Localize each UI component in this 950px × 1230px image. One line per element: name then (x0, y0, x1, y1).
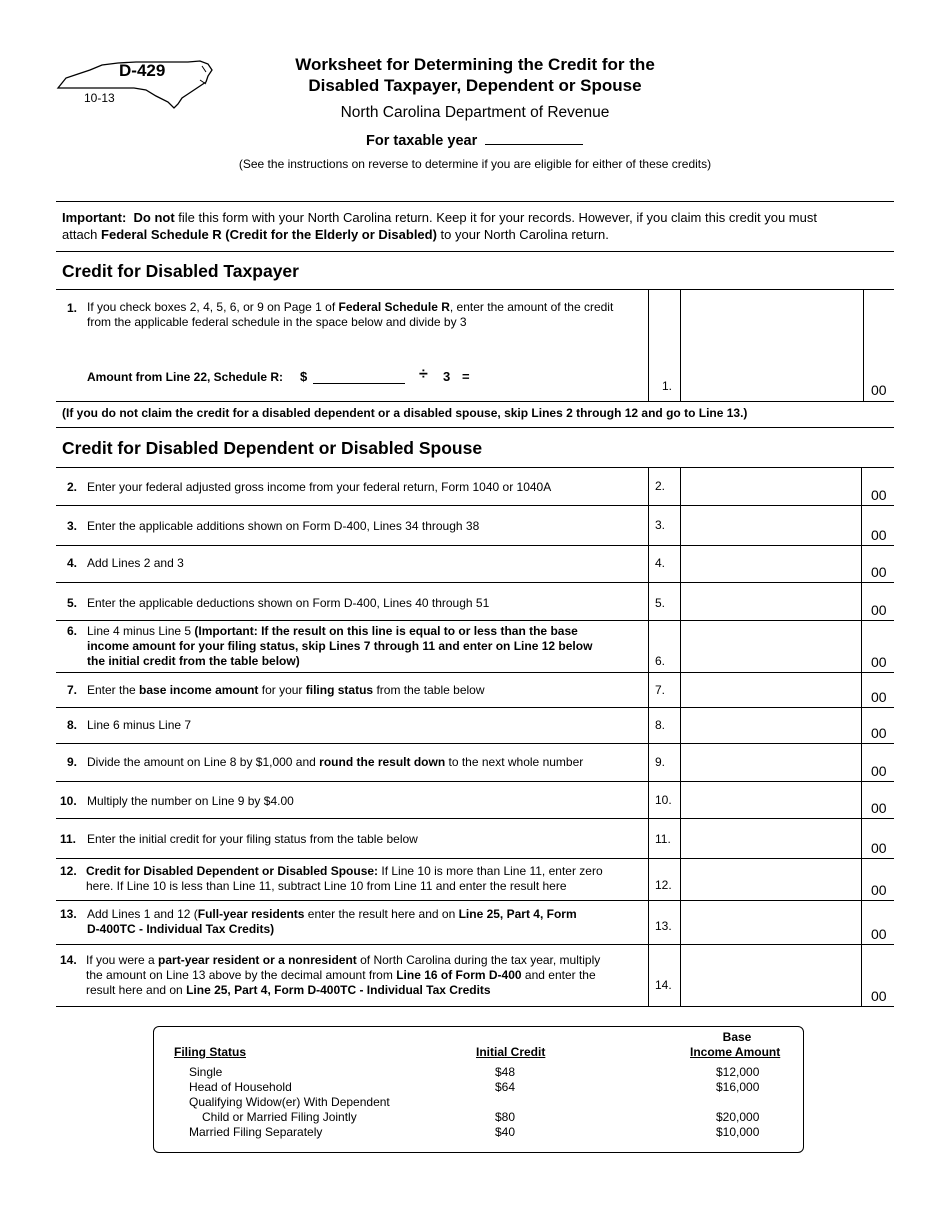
row-divider (56, 781, 894, 782)
cents-zero: 00 (871, 654, 887, 670)
line-7-text: Enter the base income amount for your filing status from the table below (87, 683, 485, 697)
column-line (680, 289, 681, 401)
credit-cell: $48 (495, 1065, 516, 1079)
credit-cell: $64 (495, 1080, 516, 1094)
status-cell: Child or Married Filing Jointly (202, 1110, 357, 1124)
line-9-input[interactable] (682, 745, 860, 779)
line-ref: 14. (655, 978, 672, 992)
important-label: Important: (62, 210, 127, 225)
line-12-input[interactable] (682, 860, 860, 898)
row-divider (56, 743, 894, 744)
schedule-r-text: Federal Schedule R (Credit for the Elderly or Disabled) (101, 227, 437, 242)
line-ref: 9. (655, 755, 666, 769)
line-6-input[interactable] (682, 622, 860, 670)
skip-note: (If you do not claim the credit for a disabled dependent or a disabled spouse, skip Lines 2 through 12 and go to Line 13.) (62, 406, 748, 420)
schedule-r-amount-field[interactable] (313, 370, 405, 384)
cents-zero: 00 (871, 725, 887, 741)
status-cell: Qualifying Widow(er) With Dependent (189, 1095, 390, 1109)
status-cell: Married Filing Separately (189, 1125, 323, 1139)
taxable-year (366, 130, 583, 149)
income-cell: $12,000 (716, 1065, 760, 1079)
cents-zero: 00 (871, 988, 887, 1004)
column-line (861, 467, 862, 1007)
line-5-input[interactable] (682, 584, 860, 618)
cents-zero: 00 (871, 602, 887, 618)
credit-cell: $80 (495, 1110, 516, 1124)
line-ref: 5. (655, 596, 666, 610)
cents-zero: 00 (871, 800, 887, 816)
income-cell: $16,000 (716, 1080, 760, 1094)
row-divider (56, 858, 894, 859)
section-title-disabled-taxpayer: Credit for Disabled Taxpayer (62, 261, 299, 281)
status-cell: Single (189, 1065, 223, 1079)
do-not-text: Do not (133, 210, 175, 225)
column-line (863, 289, 864, 401)
line-3-input[interactable] (682, 507, 860, 543)
income-cell: $20,000 (716, 1110, 760, 1124)
divisor: 3 (443, 369, 451, 384)
amount-row (87, 370, 283, 384)
row-divider (56, 944, 894, 945)
line-13-input[interactable] (682, 902, 860, 942)
line-number: 3. (67, 519, 78, 533)
line-ref: 3. (655, 518, 666, 532)
col-header-income: Income Amount (690, 1045, 781, 1059)
line-ref: 2. (655, 479, 666, 493)
line-number: 7. (67, 683, 78, 697)
line-14-input[interactable] (682, 946, 860, 1004)
cents-zero: 00 (871, 763, 887, 779)
divider (56, 289, 894, 290)
divide-symbol: ÷ (419, 366, 428, 383)
line-number: 14. (60, 953, 77, 967)
line-ref: 12. (655, 878, 672, 892)
income-cell: $10,000 (716, 1125, 760, 1139)
cents-zero: 00 (871, 882, 887, 898)
row-divider (56, 505, 894, 506)
revision-date: 10-13 (84, 91, 115, 105)
line-ref: 11. (655, 832, 671, 846)
column-line (648, 289, 649, 401)
title-line-1: Worksheet for Determining the Credit for the (295, 55, 655, 74)
line-ref: 7. (655, 683, 666, 697)
line-12-text: Credit for Disabled Dependent or Disabled Spouse: If Line 10 is more than Line 11, enter zero here. If Line 10 is less than Line 11, subtract Line 10 from Line 11 and enter the result here (86, 864, 603, 893)
cents-zero: 00 (871, 487, 887, 503)
line-4-input[interactable] (682, 547, 860, 580)
row-divider (56, 1006, 894, 1007)
line-number: 10. (60, 794, 77, 808)
form-number: D-429 (119, 61, 166, 80)
row-divider (56, 545, 894, 546)
equals-sign: = (462, 369, 470, 384)
line-ref: 10. (655, 793, 672, 807)
line-number: 12. (60, 864, 77, 878)
divider (56, 251, 894, 252)
line-4-text: Add Lines 2 and 3 (87, 556, 184, 570)
divider (56, 201, 894, 202)
line-ref: 6. (655, 654, 666, 668)
line-ref: 4. (655, 556, 666, 570)
line-number: 8. (67, 718, 78, 732)
line-number: 2. (67, 480, 78, 494)
line-2-input[interactable] (682, 469, 860, 503)
column-line (648, 467, 649, 1007)
amount-label: Amount from Line 22, Schedule R: (87, 370, 284, 384)
line-number: 4. (67, 556, 78, 570)
instructions-note: (See the instructions on reverse to determine if you are eligible for either of these credits) (238, 157, 712, 171)
dollar-sign: $ (300, 369, 308, 384)
cents-zero: 00 (871, 926, 887, 942)
line-number: 5. (67, 596, 78, 610)
row-divider (56, 620, 894, 621)
line-3-text: Enter the applicable additions shown on Form D-400, Lines 34 through 38 (87, 519, 480, 533)
line-1-input[interactable] (682, 291, 862, 399)
line-8-text: Line 6 minus Line 7 (87, 718, 192, 732)
line-number: 13. (60, 907, 77, 921)
line-ref: 8. (655, 718, 666, 732)
row-divider (56, 818, 894, 819)
row-divider (56, 582, 894, 583)
line-2-text: Enter your federal adjusted gross income from your federal return, Form 1040 or 1040A (87, 480, 552, 494)
line-6-text: Line 4 minus Line 5 (Important: If the result on this line is equal to or less than the base income amount for your filing status, skip Lines 7 through 11 and enter on Line 12 below the initial credit from the table below) (87, 624, 593, 668)
col-header-base: Base (722, 1030, 752, 1044)
row-divider (56, 900, 894, 901)
department-name: North Carolina Department of Revenue (340, 104, 610, 121)
line-8-input[interactable] (682, 709, 860, 741)
line-10-input[interactable] (682, 783, 860, 816)
cents-zero: 00 (871, 382, 887, 398)
line-9-text: Divide the amount on Line 8 by $1,000 and round the result down to the next whole number (87, 755, 584, 769)
section-title-disabled-dependent: Credit for Disabled Dependent or Disabled Spouse (62, 438, 483, 458)
line-14-text: If you were a part-year resident or a nonresident of North Carolina during the tax year, multiply the amount on Line 13 above by the decimal amount from Line 16 of Form D-400 and enter the result here and on Line 25, Part 4, Form D-400TC - Individual Tax Credits (86, 953, 601, 997)
credit-cell: $40 (495, 1125, 516, 1139)
line-1-text: If you check boxes 2, 4, 5, 6, or 9 on Page 1 of Federal Schedule R, enter the amount of the credit from the applicable federal schedule in the space below and divide by 3 (87, 300, 614, 329)
line-11-text: Enter the initial credit for your filing status from the table below (87, 832, 418, 846)
line-number: 11. (60, 832, 77, 846)
taxable-year-label: For taxable year (366, 133, 478, 149)
divider (56, 427, 894, 428)
col-header-status: Filing Status (174, 1045, 246, 1059)
col-header-credit: Initial Credit (476, 1045, 546, 1059)
line-11-input[interactable] (682, 820, 860, 856)
status-cell: Head of Household (189, 1080, 292, 1094)
line-number: 6. (67, 624, 78, 638)
row-divider (56, 707, 894, 708)
line-7-input[interactable] (682, 674, 860, 705)
cents-zero: 00 (871, 840, 887, 856)
line-number: 9. (67, 755, 78, 769)
filing-status-table (153, 1026, 804, 1153)
line-10-text: Multiply the number on Line 9 by $4.00 (87, 794, 294, 808)
title-line-2: Disabled Taxpayer, Dependent or Spouse (308, 76, 642, 95)
cents-zero: 00 (871, 527, 887, 543)
divider (56, 401, 894, 402)
important-notice: Important: Do not file this form with your North Carolina return. Keep it for your records. However, if you claim this credit you must attach Federal Schedule R (Credit for the Elderly or Disabled) to your North Carolina return. (62, 210, 817, 242)
line-ref: 1. (662, 379, 673, 393)
line-ref: 13. (655, 919, 672, 933)
line-13-text: Add Lines 1 and 12 (Full-year residents enter the result here and on Line 25, Part 4, Form D-400TC - Individual Tax Credits) (87, 907, 577, 936)
cents-zero: 00 (871, 689, 887, 705)
page-title (0, 54, 950, 96)
line-number: 1. (67, 301, 78, 315)
line-5-text: Enter the applicable deductions shown on Form D-400, Lines 40 through 51 (87, 596, 490, 610)
divider (56, 467, 894, 468)
row-divider (56, 672, 894, 673)
column-line (680, 467, 681, 1007)
cents-zero: 00 (871, 564, 887, 580)
taxable-year-field[interactable] (485, 130, 583, 145)
